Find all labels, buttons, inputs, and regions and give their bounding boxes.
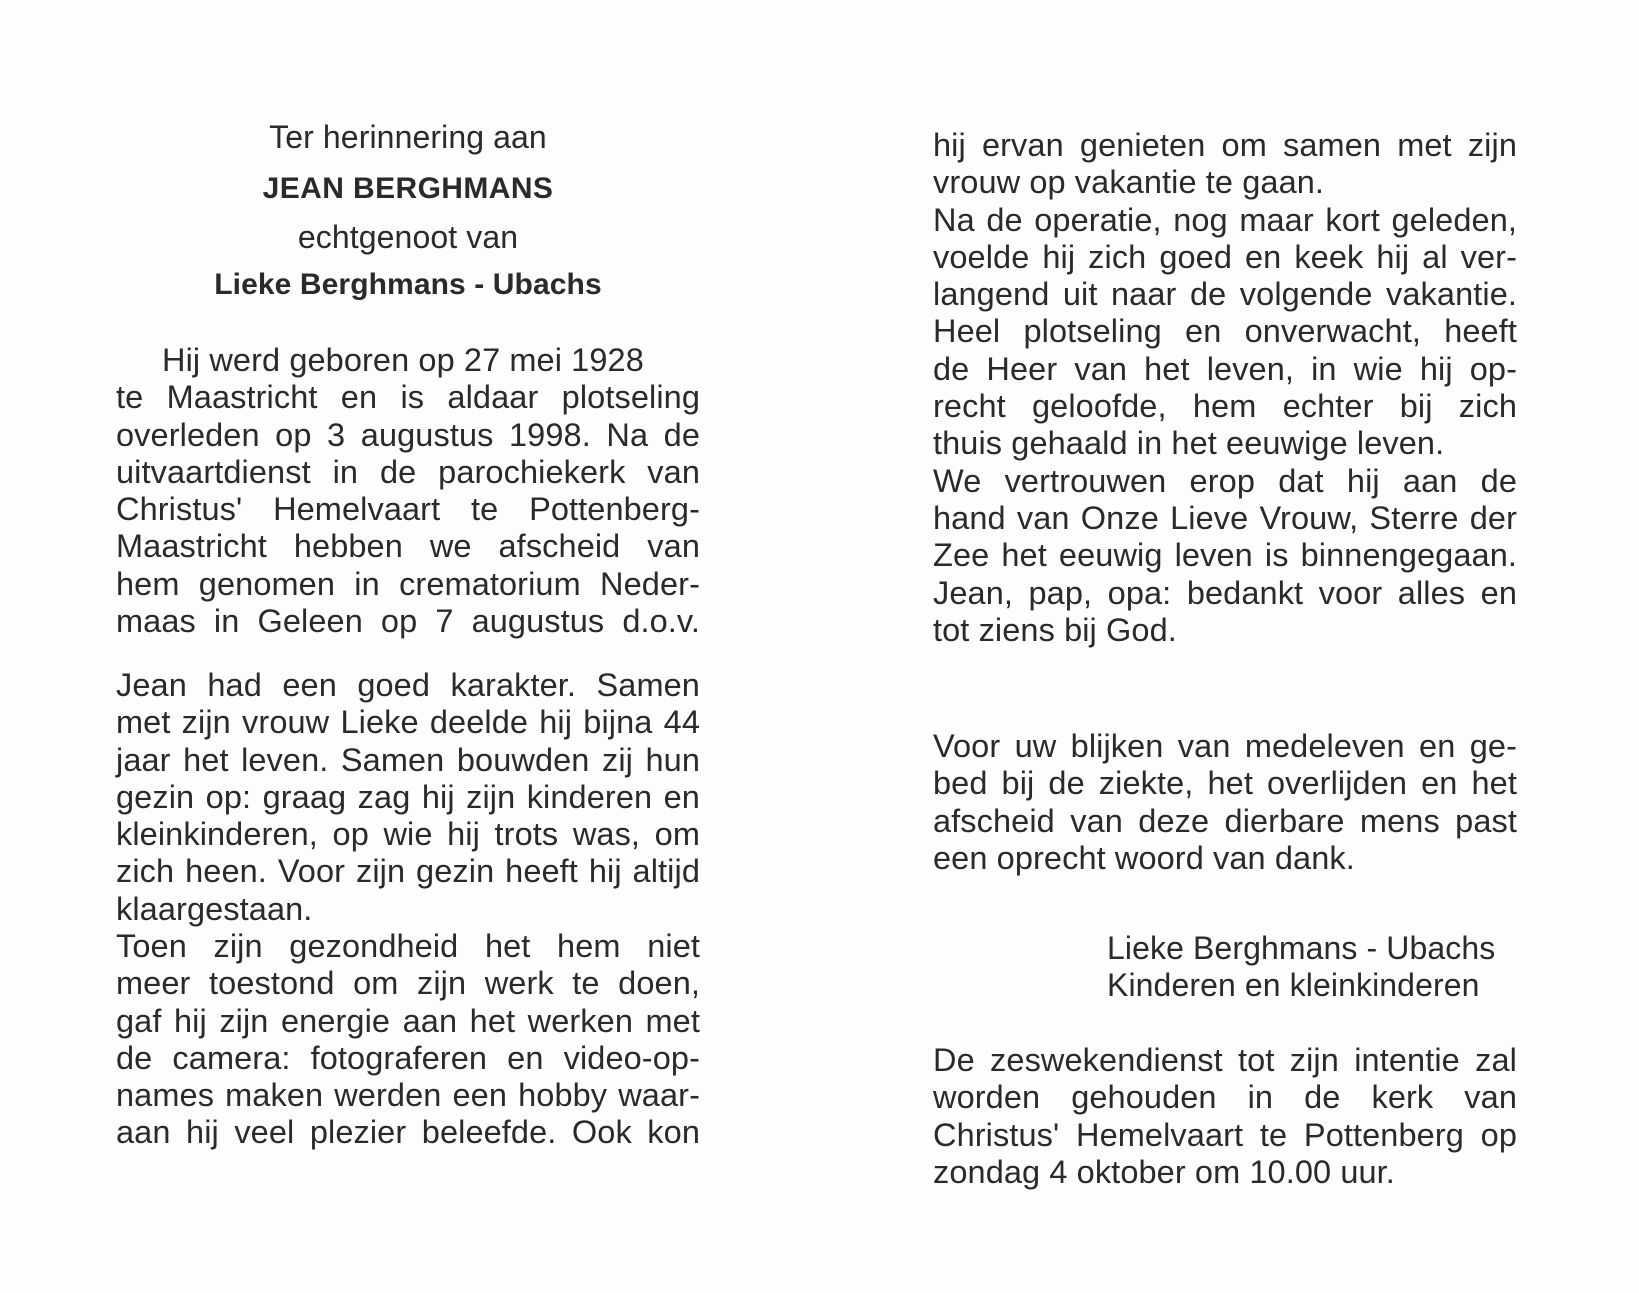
paragraph-line: met zijn vrouw Lieke deelde hij bijna 44 <box>116 704 700 741</box>
paragraph-line: aan hij veel plezier beleefde. Ook kon <box>116 1114 700 1151</box>
paragraph-line: names maken werden een hobby waar- <box>116 1077 700 1114</box>
paragraph-line: worden gehouden in de kerk van <box>933 1079 1517 1116</box>
paragraph-line: Zee het eeuwig leven is binnengegaan. <box>933 537 1517 574</box>
paragraph-line: een oprecht woord van dank. <box>933 839 1355 876</box>
paragraph-line: maas in Geleen op 7 augustus d.o.v. <box>116 603 700 640</box>
paragraph-line: voelde hij zich goed en keek hij al ver- <box>933 238 1517 275</box>
paragraph-line: hij ervan genieten om samen met zijn <box>933 127 1517 163</box>
intro-text: Ter herinnering aan <box>269 119 547 155</box>
paragraph-line: de Heer van het leven, in wie hij op- <box>933 350 1517 387</box>
paragraph-line: thuis gehaald in het eeuwige leven. <box>933 425 1445 462</box>
character-paragraph <box>116 667 700 928</box>
memorial-service-paragraph <box>933 1042 1517 1191</box>
paragraph-line: tot ziens bij God. <box>933 611 1177 648</box>
paragraph-line: Toen zijn gezondheid het hem niet <box>116 928 700 964</box>
birth-death-paragraph <box>116 342 700 640</box>
paragraph-line: Christus' Hemelvaart te Pottenberg- <box>116 491 700 528</box>
paragraph-line: meer toestond om zijn werk te doen, <box>116 965 700 1002</box>
paragraph-line: hand van Onze Lieve Vrouw, Sterre der <box>933 499 1517 536</box>
paragraph-line: Heel plotseling en onverwacht, heeft <box>933 313 1517 350</box>
paragraph-line: afscheid van deze dierbare mens past <box>933 802 1517 839</box>
relation-text: echtgenoot van <box>297 219 519 255</box>
paragraph-line: uitvaartdienst in de parochiekerk van <box>116 453 700 490</box>
hobby-paragraph <box>116 928 700 1152</box>
signature-block <box>1107 930 1527 1004</box>
deceased-name: JEAN BERGHMANS <box>262 172 554 205</box>
paragraph-line: bed bij de ziekte, het overlijden en het <box>933 765 1517 802</box>
paragraph-line: gezin op: graag zag hij zijn kinderen en <box>116 778 700 815</box>
paragraph-line: Jean, pap, opa: bedankt voor alles en <box>933 574 1517 611</box>
paragraph-line: te Maastricht en is aldaar plotseling <box>116 379 700 416</box>
paragraph-line: langend uit naar de volgende vakantie. <box>933 276 1517 313</box>
vacation-paragraph <box>933 127 1517 649</box>
signature-spouse: Lieke Berghmans - Ubachs <box>1107 930 1496 966</box>
paragraph-line: overleden op 3 augustus 1998. Na de <box>116 416 700 453</box>
card-heading <box>116 117 700 305</box>
paragraph-line: Jean had een goed karakter. Samen <box>116 667 700 703</box>
paragraph-line: De zeswekendienst tot zijn intentie zal <box>933 1042 1517 1078</box>
paragraph-line: klaargestaan. <box>116 890 313 927</box>
paragraph-line: jaar het leven. Samen bouwden zij hun <box>116 741 700 778</box>
paragraph-line: Maastricht hebben we afscheid van <box>116 528 700 565</box>
paragraph-line: recht geloofde, hem echter bij zich <box>933 388 1517 425</box>
paragraph-line: zich heen. Voor zijn gezin heeft hij altijd <box>116 853 700 890</box>
paragraph-line: Hij werd geboren op 27 mei 1928 <box>162 342 644 378</box>
paragraph-line: Na de operatie, nog maar kort geleden, <box>933 201 1517 238</box>
paragraph-line: Christus' Hemelvaart te Pottenberg op <box>933 1116 1517 1153</box>
paragraph-line: We vertrouwen erop dat hij aan de <box>933 462 1517 499</box>
paragraph-line: zondag 4 oktober om 10.00 uur. <box>933 1153 1395 1190</box>
paragraph-line: kleinkinderen, op wie hij trots was, om <box>116 816 700 853</box>
paragraph-line: Voor uw blijken van medeleven en ge- <box>933 728 1517 764</box>
thanks-paragraph <box>933 728 1517 877</box>
paragraph-line: hem genomen in crematorium Neder- <box>116 565 700 602</box>
spouse-name: Lieke Berghmans - Ubachs <box>214 268 602 301</box>
paragraph-line: gaf hij zijn energie aan het werken met <box>116 1002 700 1039</box>
signature-family: Kinderen en kleinkinderen <box>1107 967 1480 1003</box>
paragraph-line: vrouw op vakantie te gaan. <box>933 164 1325 201</box>
paragraph-line: de camera: fotograferen en video-op- <box>116 1039 700 1076</box>
